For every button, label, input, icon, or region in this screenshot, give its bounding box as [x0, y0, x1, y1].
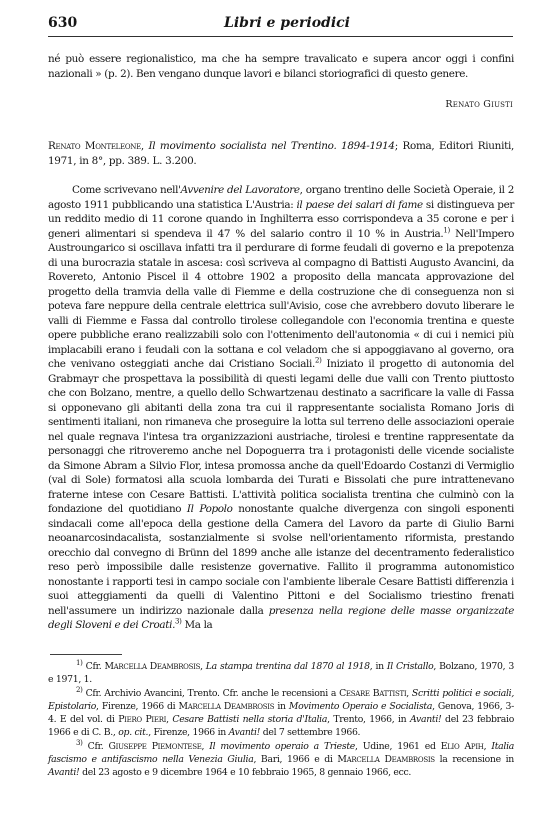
footnote-author: Giuseppe Piemontese: [108, 741, 202, 752]
reviewed-author: Renato Monteleone: [48, 140, 141, 152]
review-body: [48, 183, 514, 633]
footnote-text: , Firenze, 1966 in: [148, 727, 229, 738]
footnote-3: [48, 740, 514, 779]
footnote-text: Cfr.: [82, 661, 105, 672]
footnote-journal: Avanti!: [48, 767, 80, 778]
footnote-title: Scritti politici e sociali, Epistolario: [48, 688, 514, 712]
footnote-text: , Firenze, 1966 di: [96, 701, 179, 712]
footnote-title: La stampa trentina dal 1870 al 1918: [205, 661, 370, 672]
review-citation: Renato Monteleone, Il movimento socialista nel Trentino. 1894-1914; Roma, Editori Riuniti, 1971, in 8°, pp. 389. L. 3.200.: [48, 140, 514, 167]
footnote-text: , in: [369, 661, 387, 672]
body-text-1: Come scrivevano nell': [72, 184, 181, 196]
body-text-4: Nell'Impero Austroungarico si oscillava infatti tra il perdurare di forme feudali di governo e la prepotenza di una burocrazia statale in ascesa: così scriveva al compagno di Battisti Augusto Avancini, da Rovereto, Antonio Piscel il 4 ottobre 1902 a proposito della mancata approvazione del progetto della tramvia della valle di Fiemme e della costruzione che di conseguenza non si poteva fare neppure della centrale elettrica sull'Avisio, cose che avrebbero dovuto liberare le valli di Fiemme e Fassa dal controllo tirolese collegandole con l'economia trentina e queste opere pubbliche erano realizzabili solo con l'ottenimento dell'autonomia « di cui i nemici più implacabili erano i feudali con la sottana e col veladom che si appoggiavano al governo, ora che venivano osteggiati anche dai Cristiano Sociali.: [48, 227, 514, 370]
footnote-text: ,: [166, 714, 173, 725]
header-rule: [48, 36, 513, 37]
footnote-text: ,: [406, 688, 412, 699]
body-text-5: Iniziato il progetto di autonomia del Grabmayr che prospettava la possibilità di questi legami delle due valli con Trento piuttosto che con Bolzano, mentre, a quello dello Schwartzenau destinato a sacrificare la valle di Fassa si opponevano gli abitanti della zona tra cui il rappresentante socialista Romano Joris di sentimenti italiani, non rimaneva che proseguire la lotta sul terreno delle associazioni operaie nel quale regnava l'intesa tra organizzazioni austriache, tirolesi e trentine rappresentate da personaggi che ritroveremo anche nel Dopoguerra tra i protagonisti delle vicende socialiste da Simone Abram a Silvio Flor, intesa promossa anche da quell'Edoardo Costanzi di Vermiglio (val di Sole) formatosi alla scuola lombarda dei Turati e Bissolati che pure intrattenevano fraterne intese con Cesare Battisti. L'attività politica socialista trentina che culminò con la fondazione del quotidiano: [48, 358, 514, 515]
footnote-text: in: [274, 701, 289, 712]
body-text-3: si distingueva per un reddito medio di 11 corone quando in Inghilterra esso corrispondeva a 35 corone e per i generi alimentari si spendeva il 47 % del salario contro il 10 % in Austria.: [48, 198, 514, 240]
reviewed-title: Il movimento socialista nel Trentino. 1894-1914: [148, 140, 395, 152]
footnote-mark: 2): [76, 685, 83, 694]
footnote-journal: Avanti!: [228, 727, 261, 738]
footnote-journal: Avanti!: [409, 714, 442, 725]
footnote-text: Cfr. Archivio Avancini, Trento. Cfr. anche le recensioni a: [82, 688, 340, 699]
footnote-text: , Udine, 1961 ed: [355, 741, 441, 752]
footnote-author: Marcella Deambrosis: [178, 701, 275, 712]
publication-details: ; Roma, Editori Riuniti, 1971, in 8°, pp. 389. L. 3.200.: [48, 140, 514, 167]
footnote-text: Cfr.: [82, 741, 109, 752]
reviewer-signature: Renato Giusti: [445, 99, 513, 110]
newspaper-title-popolo: Il Popolo: [186, 503, 233, 515]
footnote-text: , Bari, 1966 e di: [253, 754, 338, 765]
footnote-2: [48, 687, 514, 739]
body-text-2: , organo trentino delle Società Operaie, il 2 agosto 1911 pubblicando una statistica L'Austria:: [48, 184, 514, 211]
previous-review-ending: né può essere regionalistico, ma che ha sempre travalicato e supera ancor oggi i confini nazionali » (p. 2). Ben vengano dunque lavori e bilanci storiografici di questo genere.: [48, 53, 514, 80]
footnote-author: Piero Pieri: [118, 714, 167, 725]
footnote-rule: [50, 654, 122, 655]
footnote-mark: 1): [76, 658, 83, 667]
footnote-mark: 3): [76, 738, 83, 747]
footnote-text: , Bolzano, 1970, 3 e 1971, 1.: [48, 661, 514, 685]
footnote-title: Cesare Battisti nella storia d'Italia: [172, 714, 328, 725]
footnote-text: ,: [201, 741, 210, 752]
footnote-opcit: op. cit.: [118, 727, 149, 738]
body-text-6: nonostante qualche divergenza con singoli esponenti sindacali come all'epoca della gestione della Camera del Lavoro da parte di Giulio Barni neoanarcosindacalista, sostanzialmente si svolse nell'orientamento riformista, prestando orecchio dal convegno di Brünn del 1899 anche alle istanze del decentramento federalistico reso però impossibile dalle resistenze governative. Fallito il programma autonomistico nonostante i rapporti tesi in campo sociale con l'ambiente liberale Cesare Battisti differenzia i suoi atteggiamenti da quelli di Valentino Pittoni e del Socialismo triestino frenati nell'assumere un indirizzo nazionale dalla: [48, 503, 514, 617]
footnote-text: ,: [483, 741, 492, 752]
footnote-text: del 7 settembre 1966.: [260, 727, 361, 738]
footnote-ref-2: 2): [314, 356, 322, 365]
footnote-author: Elio Apih: [440, 741, 484, 752]
newspaper-title: Avvenire del Lavoratore: [180, 184, 300, 196]
footnote-text: , Trento, 1966, in: [327, 714, 410, 725]
footnote-author: Marcella Deambrosis: [104, 661, 201, 672]
footnote-ref-3: 3): [175, 617, 182, 626]
running-head: Libri e periodici: [224, 15, 350, 31]
footnote-text: ,: [200, 661, 206, 672]
footnote-author: Cesare Battisti: [339, 688, 407, 699]
footnote-1: [48, 660, 514, 686]
page-number: 630: [48, 15, 78, 31]
italic-phrase: presenza nella regione delle masse organizzate degli Sloveni e dei Croati.: [48, 604, 514, 631]
footnotes: [48, 660, 514, 780]
footnote-text: del 23 febbraio 1966 e di C. B.,: [48, 714, 515, 738]
footnote-title: Italia fascismo e antifascismo nella Venezia Giulia: [48, 741, 514, 765]
body-text-7: Ma la: [181, 619, 213, 631]
quoted-phrase: il paese dei salari di fame: [296, 198, 423, 211]
footnote-text: la recensione in: [434, 754, 514, 765]
footnote-author: Marcella Deambrosis: [337, 754, 435, 765]
footnote-text: del 23 agosto e 9 dicembre 1964 e 10 febbraio 1965, 8 gennaio 1966, ecc.: [79, 767, 412, 778]
footnote-journal: Il Cristallo: [386, 661, 434, 672]
footnote-title: Il movimento operaio a Trieste: [209, 741, 355, 752]
footnote-journal: Movimento Operaio e Socialista: [288, 701, 433, 712]
footnote-ref-1: 1): [443, 226, 450, 235]
footnote-text: , Genova, 1966, 3-4. E del vol. di: [48, 701, 515, 725]
